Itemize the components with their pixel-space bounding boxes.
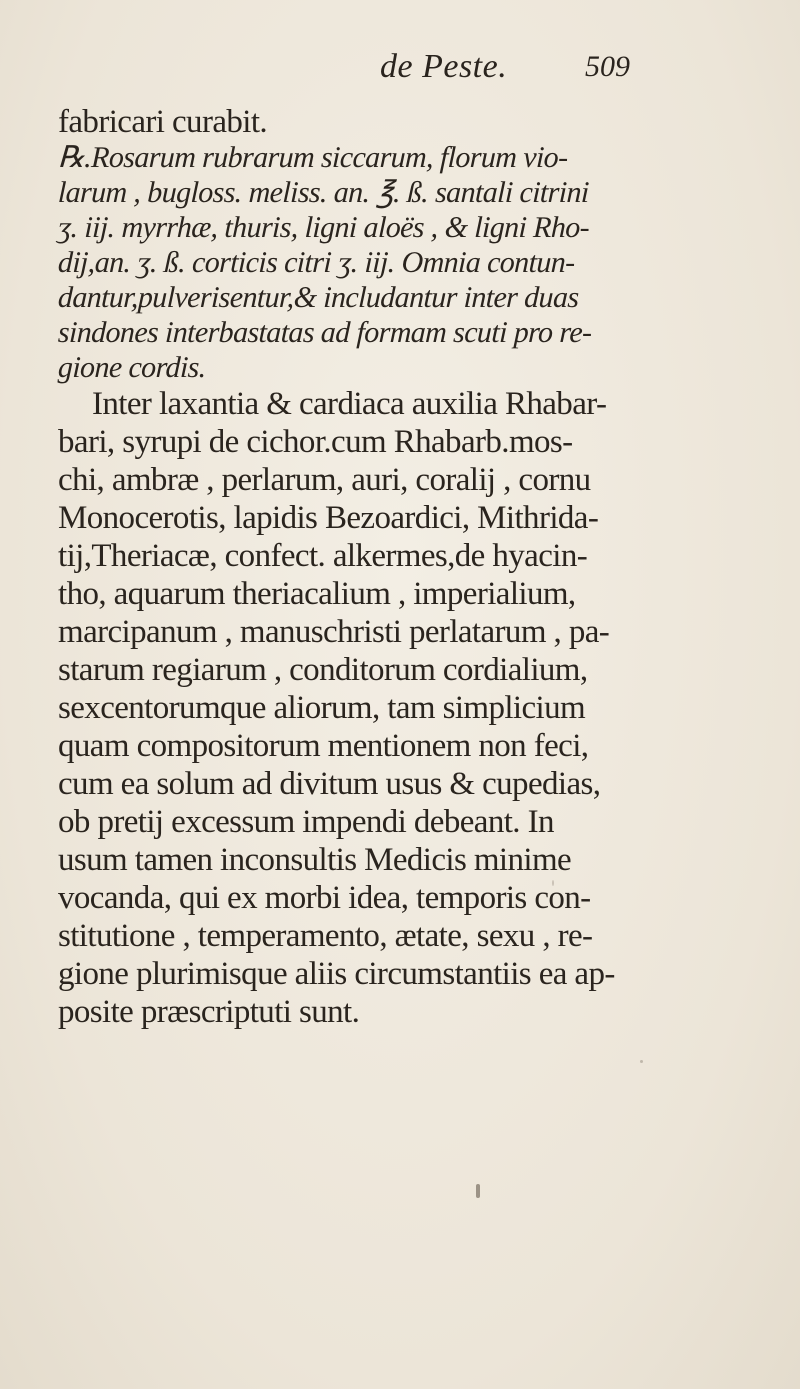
text-line: ℞.Rosarum rubrarum siccarum, florum vio- [57,141,569,174]
text-line: dantur,pulverisentur,& includantur inter duas [57,281,580,314]
page-number: 509 [585,50,630,83]
text-line: sexcentorumque aliorum, tam simplicium [58,690,586,726]
text-line: posite præscriptuti sunt. [58,994,360,1030]
text-line: sindones interbastatas ad formam scuti pro re- [57,316,593,349]
running-head [0,48,800,88]
text-line: bari, syrupi de cichor.cum Rhabarb.mos- [58,424,573,460]
text-line: marcipanum , manuschristi perlatarum , pa- [58,614,610,650]
text-line: tij,Theriacæ, confect. alkermes,de hyacin- [58,538,588,574]
text-line: vocanda, qui ex morbi idea, temporis con- [58,880,591,916]
ink-speck [552,880,554,886]
running-title: de Peste. [380,48,508,85]
text-line: tho, aquarum theriacalium , imperialium, [58,576,576,612]
body-text [58,105,758,1031]
text-line: quam compositorum mentionem non feci, [58,728,589,764]
text-line: Inter laxantia & cardiaca auxilia Rhabar- [92,386,607,422]
ink-speck [476,1184,480,1198]
text-line: gione cordis. [57,351,207,384]
ink-speck [640,1060,643,1063]
text-line: larum , bugloss. meliss. an. ℥. ß. santali citrini [57,176,590,209]
text-line: stitutione , temperamento, ætate, sexu , re- [58,918,593,954]
text-line: cum ea solum ad divitum usus & cupedias, [58,766,601,802]
text-line: starum regiarum , conditorum cordialium, [58,652,588,688]
text-line: Monocerotis, lapidis Bezoardici, Mithrida- [58,500,599,536]
text-line: chi, ambræ , perlarum, auri, coralij , cornu [58,462,591,498]
text-line: usum tamen inconsultis Medicis minime [58,842,572,878]
text-line: ʒ. iij. myrrhæ, thuris, ligni aloës , & ligni Rho- [57,211,590,244]
text-line: gione plurimisque aliis circumstantiis ea ap- [58,956,615,992]
text-line: ob pretij excessum impendi debeant. In [58,804,554,840]
text-line: dij,an. ʒ. ß. corticis citri ʒ. iij. Omnia contun- [57,246,576,279]
text-line: fabricari curabit. [58,104,268,140]
